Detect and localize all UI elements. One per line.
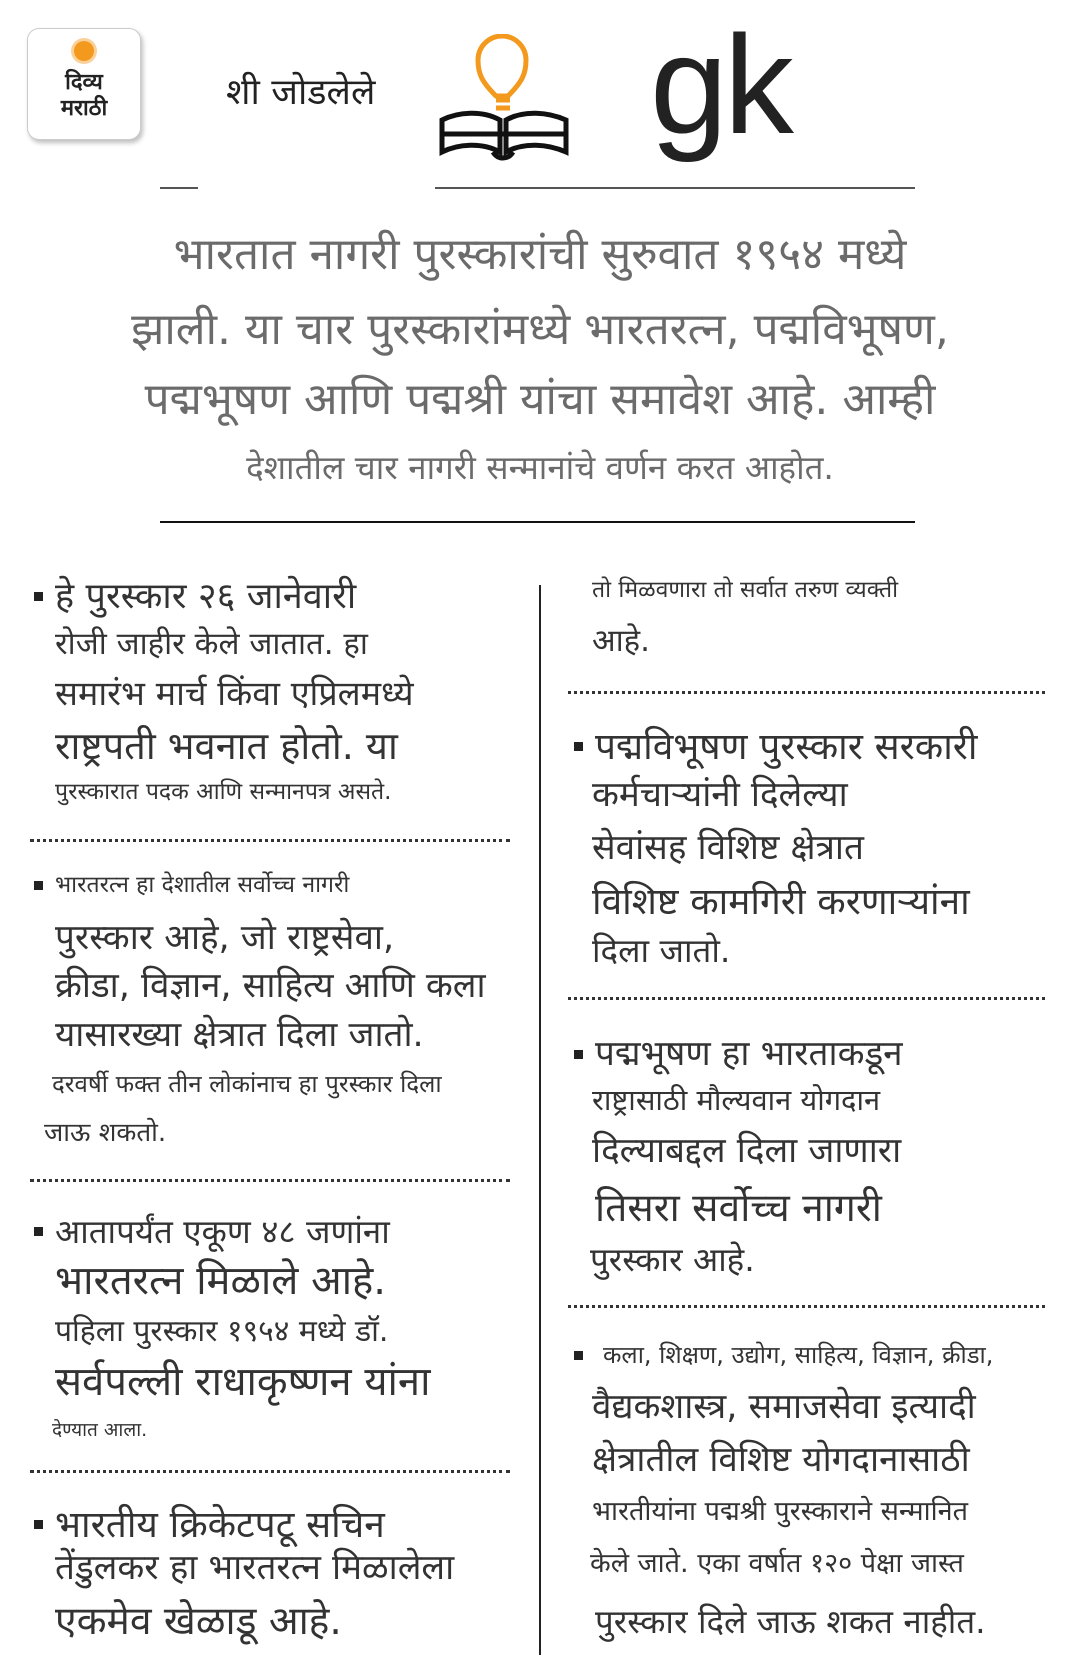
intro-line: भारतात नागरी पुरस्कारांची सुरुवात १९५४ मध्ये [173, 229, 907, 281]
left-column-line: आतापर्यंत एकूण ४८ जणांना [55, 1211, 390, 1251]
right-column-line: केले जाते. एका वर्षात १२० पेक्षा जास्त [590, 1548, 964, 1580]
intro-line: पद्मभूषण आणि पद्मश्री यांचा समावेश आहे. आम्ही [144, 374, 936, 426]
bullet-marker [34, 592, 43, 601]
left-column-line: भारतरत्न मिळाले आहे. [55, 1258, 386, 1304]
right-column-line: भारतीयांना पद्मश्री पुरस्काराने सन्मानित [592, 1496, 968, 1528]
left-column-line: रोजी जाहीर केले जातात. हा [55, 625, 368, 662]
lightbulb-icon [478, 36, 526, 108]
bullet-marker [574, 1351, 583, 1360]
divya-marathi-logo [27, 28, 141, 140]
left-column-line: क्रीडा, विज्ञान, साहित्य आणि कला [55, 966, 486, 1007]
header-divider [435, 187, 915, 189]
right-column-line: राष्ट्रासाठी मौल्यवान योगदान [592, 1083, 881, 1118]
dotted-separator [30, 1179, 510, 1182]
lightbulb-book-icon [438, 34, 573, 166]
left-column-line: सर्वपल्ली राधाकृष्णन यांना [55, 1359, 431, 1405]
left-column-line: दरवर्षी फक्त तीन लोकांनाच हा पुरस्कार दिला [52, 1070, 442, 1099]
bullet-marker [34, 1520, 43, 1529]
right-column-line: पुरस्कार आहे. [590, 1239, 755, 1279]
sun-icon [74, 41, 94, 61]
bullet-marker [34, 1227, 43, 1236]
right-column-line: सेवांसह विशिष्ट क्षेत्रात [592, 828, 864, 869]
left-column-line: भारतीय क्रिकेटपटू सचिन [55, 1502, 385, 1546]
dotted-separator [568, 691, 1045, 694]
intro-line: देशातील चार नागरी सन्मानांचे वर्णन करत आहोत. [246, 447, 834, 487]
intro-line: झाली. या चार पुरस्कारांमध्ये भारतरत्न, पद्मविभूषण, [131, 304, 949, 356]
left-column-line: तेंडुलकर हा भारतरत्न मिळालेला [55, 1548, 455, 1589]
right-column-line: विशिष्ट कामगिरी करणाऱ्यांना [592, 879, 970, 923]
dotted-separator [568, 1305, 1045, 1308]
left-column-line: देण्यात आला. [52, 1418, 148, 1441]
left-column-line: समारंभ मार्च किंवा एप्रिलमध्ये [55, 673, 414, 714]
left-column-line: यासारख्या क्षेत्रात दिला जातो. [55, 1015, 424, 1056]
dotted-separator [568, 997, 1045, 1000]
open-book-icon [442, 113, 566, 158]
right-column-line: दिला जातो. [592, 930, 731, 970]
left-column-line: जाऊ शकतो. [44, 1118, 167, 1149]
right-column-line: पद्मभूषण हा भारताकडून [595, 1034, 903, 1075]
right-column-line: कर्मचाऱ्यांनी दिलेल्या [592, 775, 848, 816]
logo-text-line-2: मराठी [60, 96, 108, 121]
left-column-line: पुरस्कार आहे, जो राष्ट्रसेवा, [55, 918, 395, 959]
left-column-line: राष्ट्रपती भवनात होतो. या [55, 724, 398, 769]
dotted-separator [30, 1470, 510, 1473]
bullet-marker [574, 1050, 583, 1059]
header-divider-short [160, 187, 198, 189]
right-column-line: वैद्यकशास्त्र, समाजसेवा इत्यादी [592, 1387, 976, 1428]
left-column-line: हे पुरस्कार २६ जानेवारी [55, 575, 357, 617]
right-column-line: तो मिळवणारा तो सर्वात तरुण व्यक्ती [592, 577, 899, 604]
right-column-line: कला, शिक्षण, उद्योग, साहित्य, विज्ञान, क्रीडा, [603, 1341, 994, 1370]
left-column-line: पुरस्कारात पदक आणि सन्मानपत्र असते. [55, 779, 392, 806]
gk-brand: gk [650, 6, 790, 163]
right-column-line: आहे. [592, 622, 650, 659]
right-column-line: पुरस्कार दिले जाऊ शकत नाहीत. [595, 1601, 986, 1641]
intro-divider [160, 521, 915, 523]
left-column-line: एकमेव खेळाडू आहे. [55, 1598, 342, 1644]
right-column-line: दिल्याबद्दल दिला जाणारा [592, 1131, 902, 1172]
left-column-line: पहिला पुरस्कार १९५४ मध्ये डॉ. [55, 1313, 389, 1349]
column-divider [539, 585, 541, 1655]
right-column-line: क्षेत्रातील विशिष्ट योगदानासाठी [592, 1440, 970, 1481]
logo-text-line-1: दिव्य [65, 70, 103, 95]
left-column-line: भारतरत्न हा देशातील सर्वोच्च नागरी [55, 872, 350, 899]
bullet-marker [574, 742, 583, 751]
dotted-separator [30, 839, 510, 842]
right-column-line: पद्मविभूषण पुरस्कार सरकारी [595, 724, 978, 768]
bullet-marker [34, 881, 43, 890]
tagline: शी जोडलेले [226, 72, 376, 113]
right-column-line: तिसरा सर्वोच्च नागरी [595, 1185, 882, 1231]
